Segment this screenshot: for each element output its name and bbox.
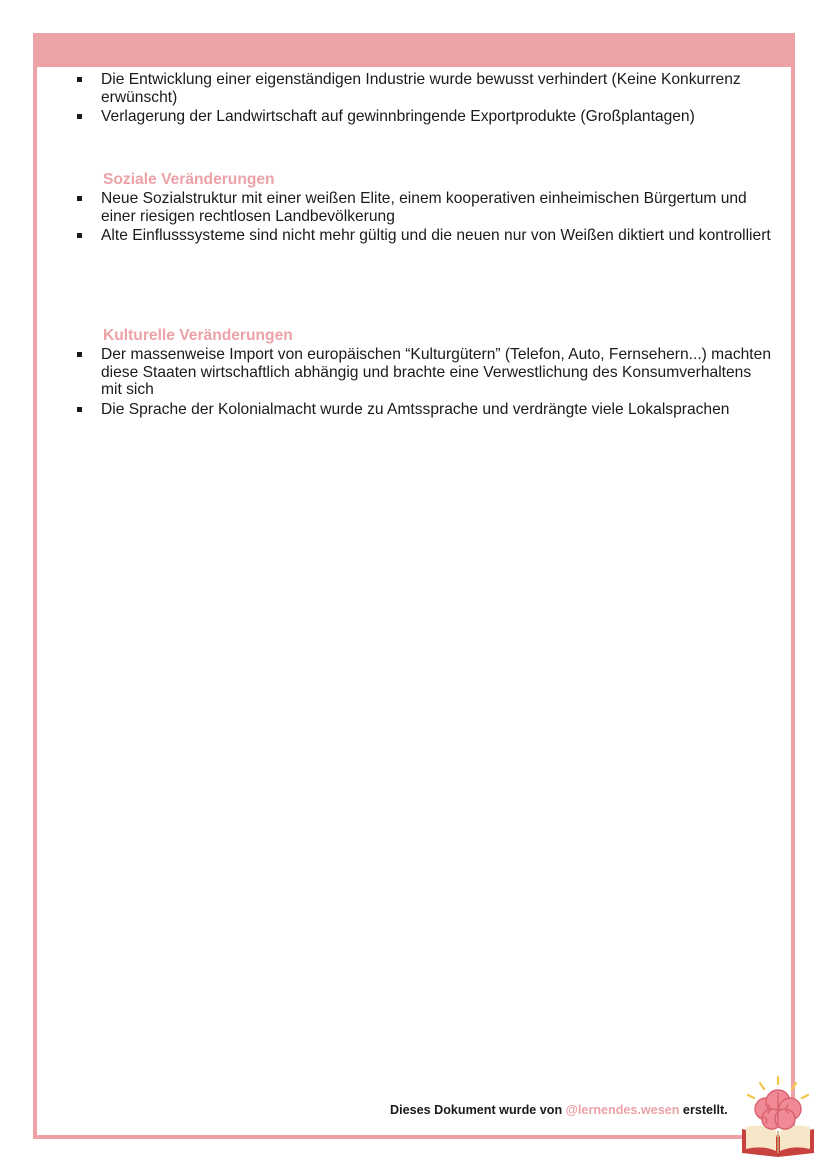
- footer-credit: Dieses Dokument wurde von @lernendes.wesen erstellt.: [390, 1103, 728, 1117]
- section-heading-social: Soziale Veränderungen: [103, 171, 275, 188]
- author-handle: @lernendes.wesen: [565, 1103, 680, 1117]
- bullet-icon: [77, 233, 82, 238]
- bullet-icon: [77, 77, 82, 82]
- list-item: Neue Sozialstruktur mit einer weißen Elite, einem kooperativen einheimischen Bürgertum und einer riesigen rechtlosen Landbevölkerung: [37, 190, 791, 225]
- bullet-icon: [77, 407, 82, 412]
- page-frame: [33, 33, 795, 1139]
- list-item: Der massenweise Import von europäischen “Kulturgütern” (Telefon, Auto, Fernsehern...) machten diese Staaten wirtschaftlich abhängig und brachte eine Verwestlichung des Konsumverhaltens mit sich: [37, 346, 791, 399]
- bullet-icon: [77, 114, 82, 119]
- list-item: Alte Einflusssysteme sind nicht mehr gültig und die neuen nur von Weißen diktiert und kontrolliert: [37, 227, 791, 245]
- list-item: Die Sprache der Kolonialmacht wurde zu Amtssprache und verdrängte viele Lokalsprachen: [37, 401, 791, 419]
- bullet-icon: [77, 352, 82, 357]
- brain-book-logo-icon: [738, 1075, 818, 1157]
- social-changes-list: [37, 190, 791, 247]
- cultural-changes-list: [37, 346, 791, 420]
- bullet-icon: [77, 196, 82, 201]
- header-band: [37, 37, 791, 67]
- section-heading-cultural: Kulturelle Veränderungen: [103, 327, 293, 344]
- list-item: Die Entwicklung einer eigenständigen Industrie wurde bewusst verhindert (Keine Konkurrenz erwünscht): [37, 71, 791, 106]
- economic-changes-list: [37, 71, 791, 128]
- list-item: Verlagerung der Landwirtschaft auf gewinnbringende Exportprodukte (Großplantagen): [37, 108, 791, 126]
